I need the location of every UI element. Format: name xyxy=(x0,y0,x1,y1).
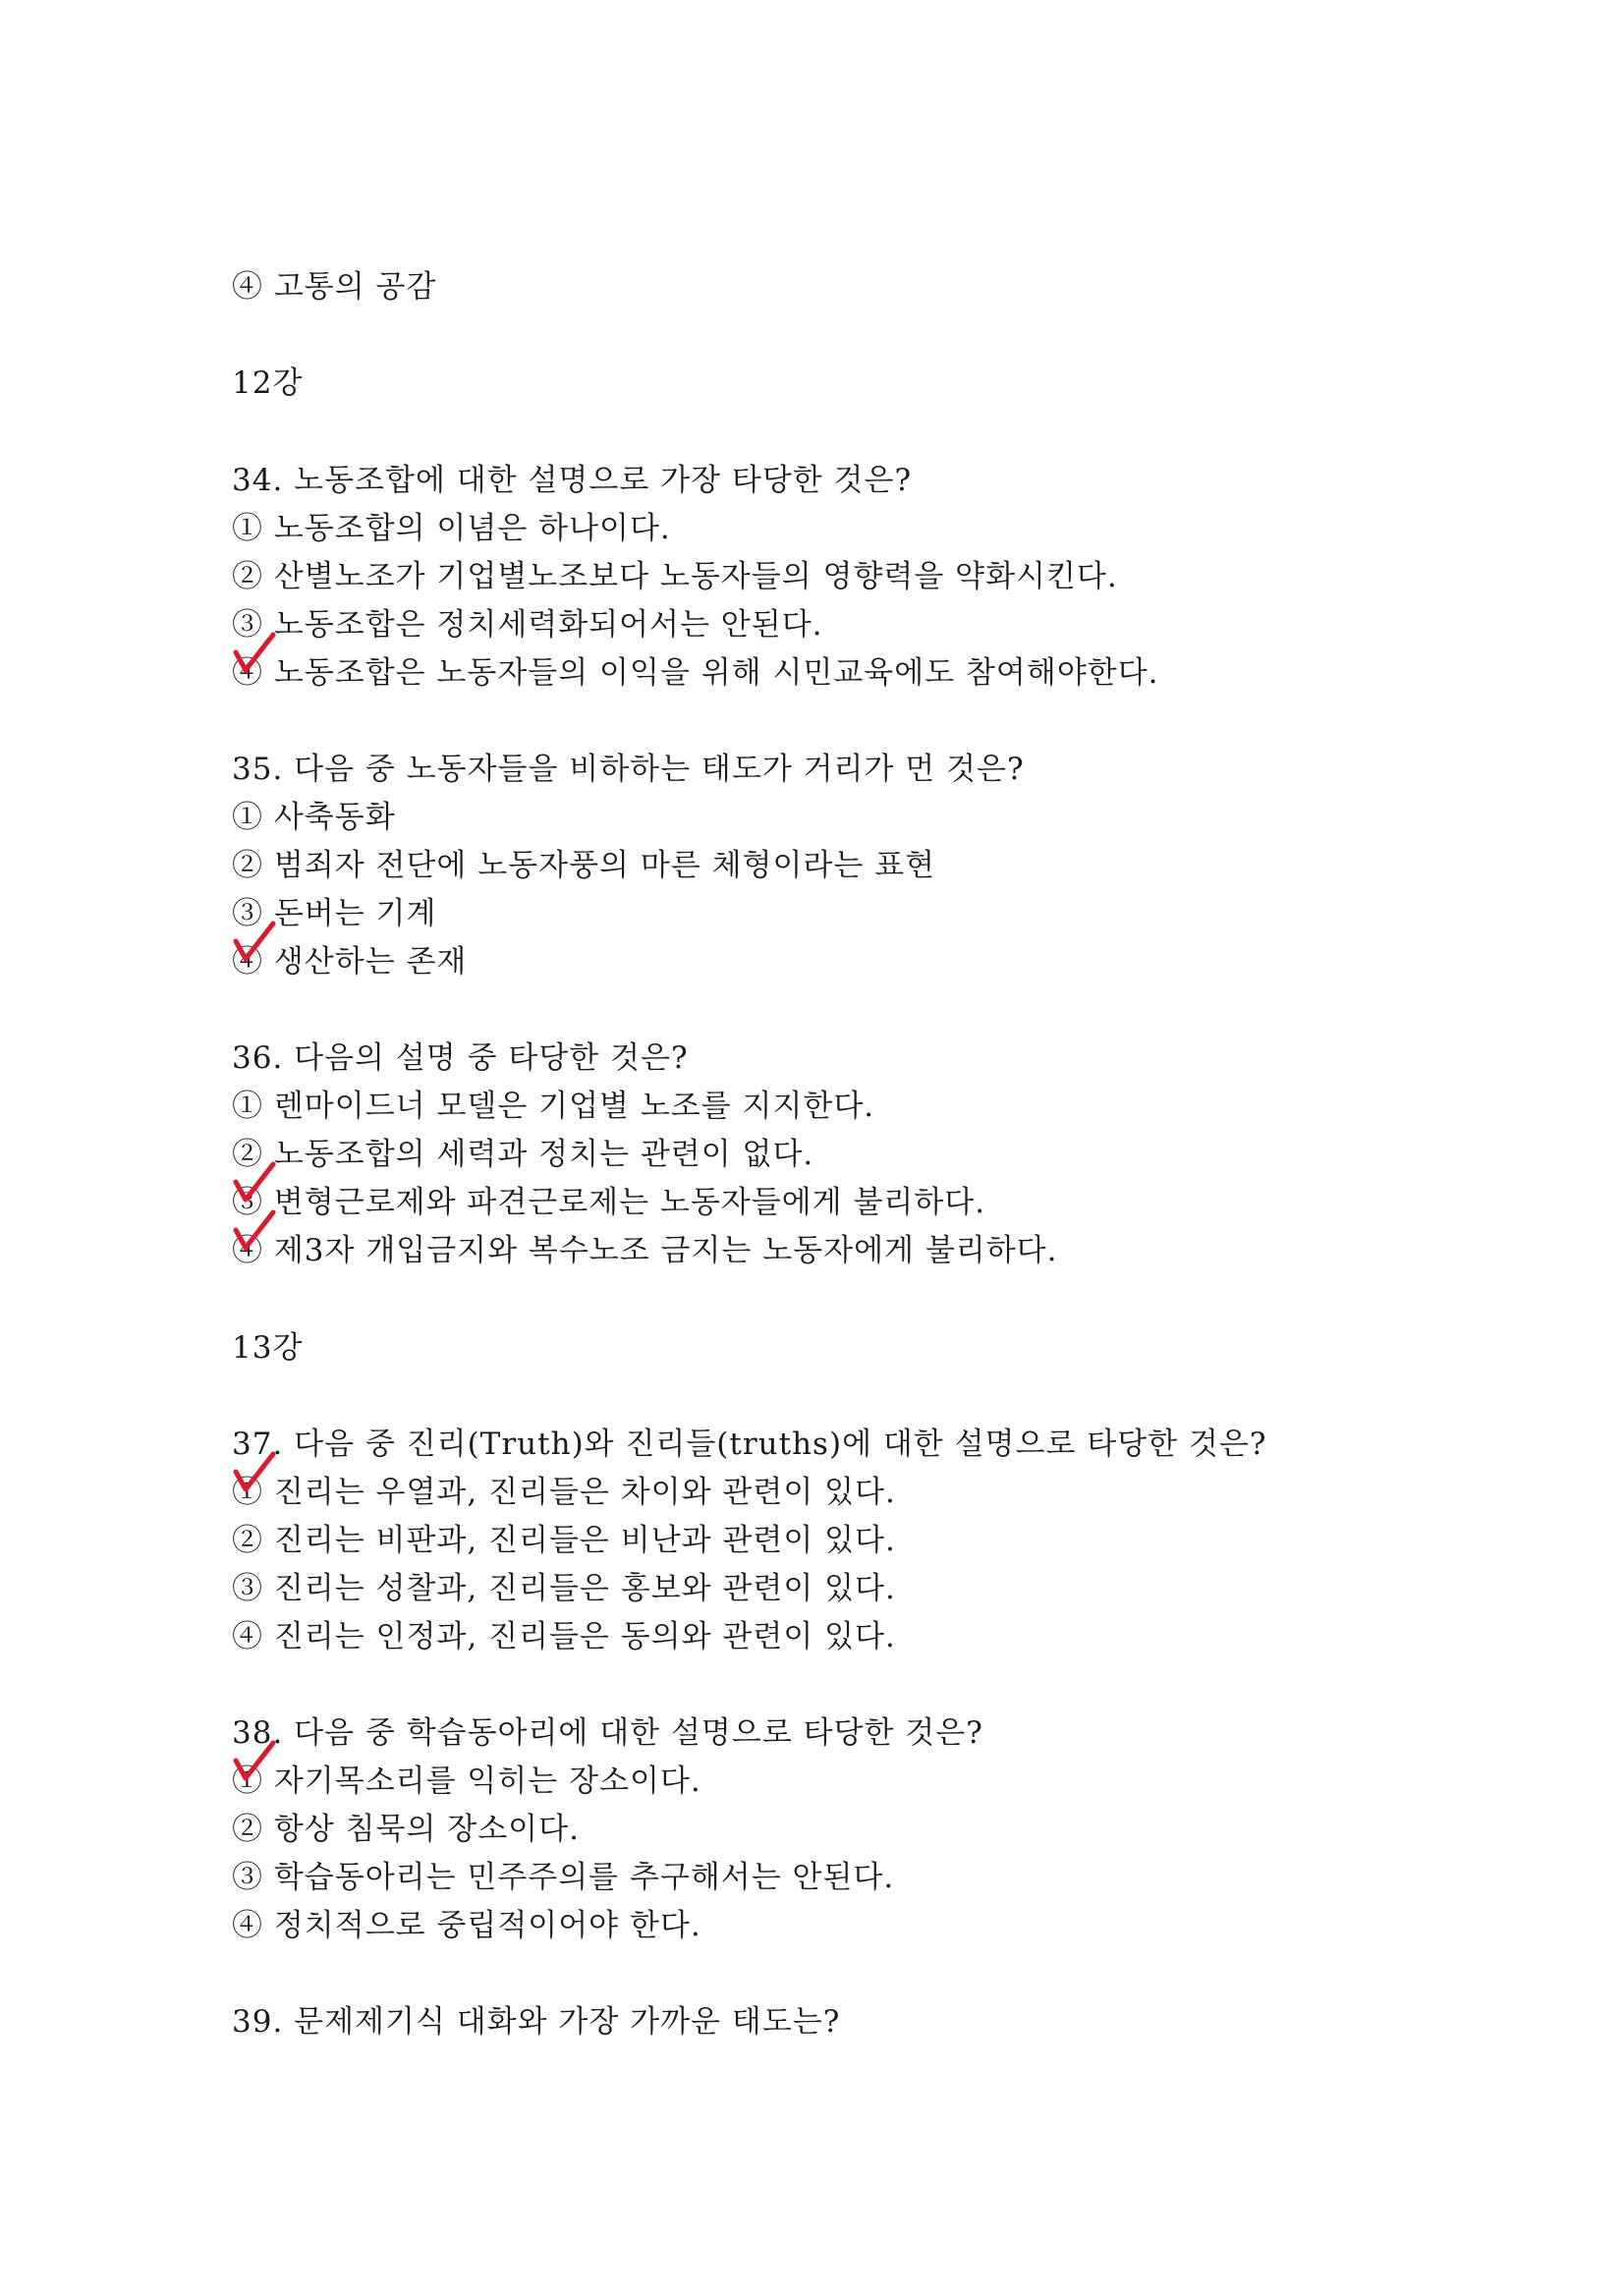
answer-option: ③ 노동조합은 정치세력화되어서는 안된다. xyxy=(232,607,823,643)
answer-option: ① 렌마이드너 모델은 기업별 노조를 지지한다. xyxy=(232,1089,875,1124)
answer-option: ② 범죄자 전단에 노동자풍의 마른 체형이라는 표현 xyxy=(232,848,936,883)
question-34: 34. 노동조합에 대한 설명으로 가장 타당한 것은? xyxy=(232,463,913,498)
question-37: 37. 다음 중 진리(Truth)와 진리들(truths)에 대한 설명으로 타당한 것은? xyxy=(232,1427,1267,1462)
answer-option: ② 산별노조가 기업별노조보다 노동자들의 영향력을 약화시킨다. xyxy=(232,559,1118,594)
answer-option: ② 진리는 비판과, 진리들은 비난과 관련이 있다. xyxy=(232,1523,896,1558)
answer-option: ③ 변형근로제와 파견근로제는 노동자들에게 불리하다. xyxy=(232,1185,986,1220)
answer-option: ① 사축동화 xyxy=(232,800,396,835)
answer-option: ④ 생산하는 존재 xyxy=(232,944,468,980)
answer-option: ③ 돈버는 기계 xyxy=(232,896,437,931)
question-35: 35. 다음 중 노동자들을 비하하는 태도가 거리가 먼 것은? xyxy=(232,752,1025,787)
answer-option: ④ 제3자 개입금지와 복수노조 금지는 노동자에게 불리하다. xyxy=(232,1233,1058,1268)
document-page xyxy=(232,0,1588,2296)
answer-option: ③ 진리는 성찰과, 진리들은 홍보와 관련이 있다. xyxy=(232,1571,896,1606)
answer-option: ① 노동조합의 이념은 하나이다. xyxy=(232,511,671,546)
answer-option: ④ 고통의 공감 xyxy=(232,269,437,305)
answer-option: ② 노동조합의 세력과 정치는 관련이 없다. xyxy=(232,1137,814,1172)
answer-option: ② 항상 침묵의 장소이다. xyxy=(232,1812,580,1847)
answer-option: ① 자기목소리를 익히는 장소이다. xyxy=(232,1764,701,1799)
answer-option: ③ 학습동아리는 민주주의를 추구해서는 안된다. xyxy=(232,1860,895,1895)
question-38: 38. 다음 중 학습동아리에 대한 설명으로 타당한 것은? xyxy=(232,1715,983,1751)
question-39: 39. 문제제기식 대화와 가장 가까운 태도는? xyxy=(232,2004,841,2040)
question-36: 36. 다음의 설명 중 타당한 것은? xyxy=(232,1040,689,1076)
answer-option: ① 진리는 우열과, 진리들은 차이와 관련이 있다. xyxy=(232,1475,896,1510)
lecture-heading: 12강 xyxy=(232,365,304,401)
answer-option: ④ 노동조합은 노동자들의 이익을 위해 시민교육에도 참여해야한다. xyxy=(232,655,1159,691)
lecture-heading: 13강 xyxy=(232,1330,304,1366)
answer-option: ④ 정치적으로 중립적이어야 한다. xyxy=(232,1908,701,1943)
answer-option: ④ 진리는 인정과, 진리들은 동의와 관련이 있다. xyxy=(232,1619,896,1654)
